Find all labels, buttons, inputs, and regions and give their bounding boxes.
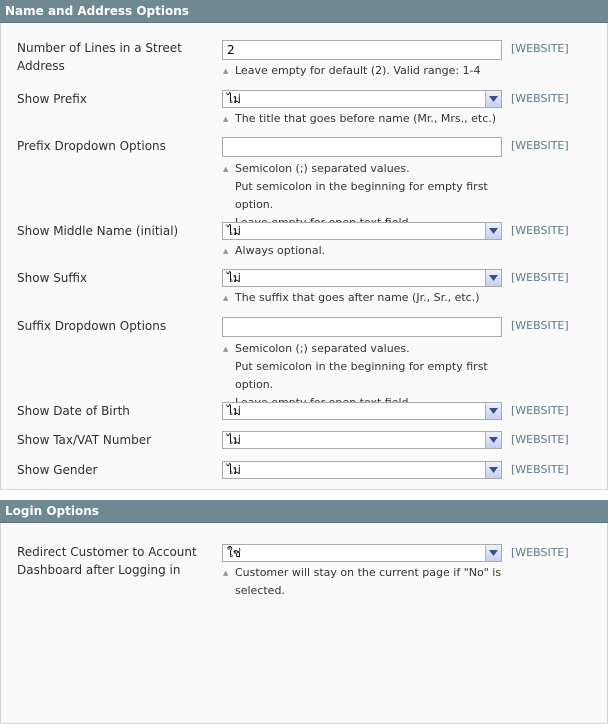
label-line-2: Address [17,59,65,73]
chevron-down-icon[interactable] [485,432,501,448]
login-options-fieldset [0,523,608,724]
scope-label: [WEBSITE] [511,139,569,152]
section-login-header[interactable] [0,500,608,523]
chevron-down-icon[interactable] [485,91,501,107]
section-gap [0,490,608,500]
show-prefix-label: Show Prefix [17,92,87,106]
note-arrow-icon: ▲ [223,165,229,173]
scope-label: [WEBSITE] [511,404,569,417]
select-value: ไม่ [227,224,241,238]
show-prefix-note [223,110,523,128]
scope-label: [WEBSITE] [511,433,569,446]
show-gender-select[interactable] [222,461,502,479]
note-text: Semicolon (;) separated values. [235,342,410,355]
note-text: The title that goes before name (Mr., Mrs., etc.) [235,112,497,125]
section-title: Login Options [5,504,99,518]
show-suffix-label: Show Suffix [17,271,88,285]
name-address-fieldset [0,23,608,490]
note-arrow-icon: ▲ [223,115,229,123]
select-value: ใช่ [227,546,242,560]
show-middle-name-select[interactable] [222,222,502,240]
note-text: selected. [235,584,285,597]
chevron-down-icon[interactable] [485,462,501,478]
select-value: ไม่ [227,433,241,447]
show-dob-label: Show Date of Birth [17,404,130,418]
show-prefix-select[interactable] [222,90,502,108]
show-dob-select[interactable] [222,402,502,420]
note-text: The suffix that goes after name (Jr., Sr., etc.) [235,291,480,304]
scope-label: [WEBSITE] [511,92,569,105]
note-arrow-icon: ▲ [223,247,229,255]
chevron-down-icon[interactable] [485,545,501,561]
select-value: ไม่ [227,404,241,418]
show-middle-name-label: Show Middle Name (initial) [17,224,179,238]
scope-label: [WEBSITE] [511,42,569,55]
chevron-down-icon[interactable] [485,403,501,419]
suffix-options-label: Suffix Dropdown Options [17,319,167,333]
prefix-options-input[interactable] [222,137,502,157]
scope-label: [WEBSITE] [511,271,569,284]
show-taxvat-label: Show Tax/VAT Number [17,433,152,447]
note-arrow-icon: ▲ [223,67,229,75]
label-line-2: Dashboard after Logging in [17,563,181,577]
street-lines-label [17,39,207,75]
note-arrow-icon: ▲ [223,345,229,353]
select-value: ไม่ [227,463,241,477]
select-value: ไม่ [227,271,241,285]
note-text: Customer will stay on the current page if "No" is [235,566,502,579]
scope-label: [WEBSITE] [511,463,569,476]
note-text: Put semicolon in the beginning for empty first option. [235,180,488,211]
note-arrow-icon: ▲ [223,569,229,577]
scope-label: [WEBSITE] [511,319,569,332]
scope-label: [WEBSITE] [511,546,569,559]
street-lines-input[interactable]: 2 [222,40,502,60]
label-line-1: Number of Lines in a Street [17,41,182,55]
section-name-address-header[interactable] [0,0,608,23]
scope-label: [WEBSITE] [511,224,569,237]
select-value: ไม่ [227,92,241,106]
note-arrow-icon: ▲ [223,294,229,302]
prefix-options-label: Prefix Dropdown Options [17,139,166,153]
note-text: Always optional. [235,244,326,257]
redirect-dashboard-note [223,564,523,600]
chevron-down-icon[interactable] [485,223,501,239]
suffix-options-input[interactable] [222,317,502,337]
show-middle-name-note [223,242,523,260]
street-lines-note [223,62,523,80]
note-text: Put semicolon in the beginning for empty first option. [235,360,488,391]
show-gender-label: Show Gender [17,463,98,477]
chevron-down-icon[interactable] [485,270,501,286]
redirect-dashboard-select[interactable] [222,544,502,562]
note-text: Leave empty for default (2). Valid range: 1-4 [235,64,481,77]
label-line-1: Redirect Customer to Account [17,545,197,559]
section-title: Name and Address Options [5,4,189,18]
show-taxvat-select[interactable] [222,431,502,449]
show-suffix-note [223,289,523,307]
note-text: Semicolon (;) separated values. [235,162,410,175]
redirect-dashboard-label [17,543,207,579]
show-suffix-select[interactable] [222,269,502,287]
